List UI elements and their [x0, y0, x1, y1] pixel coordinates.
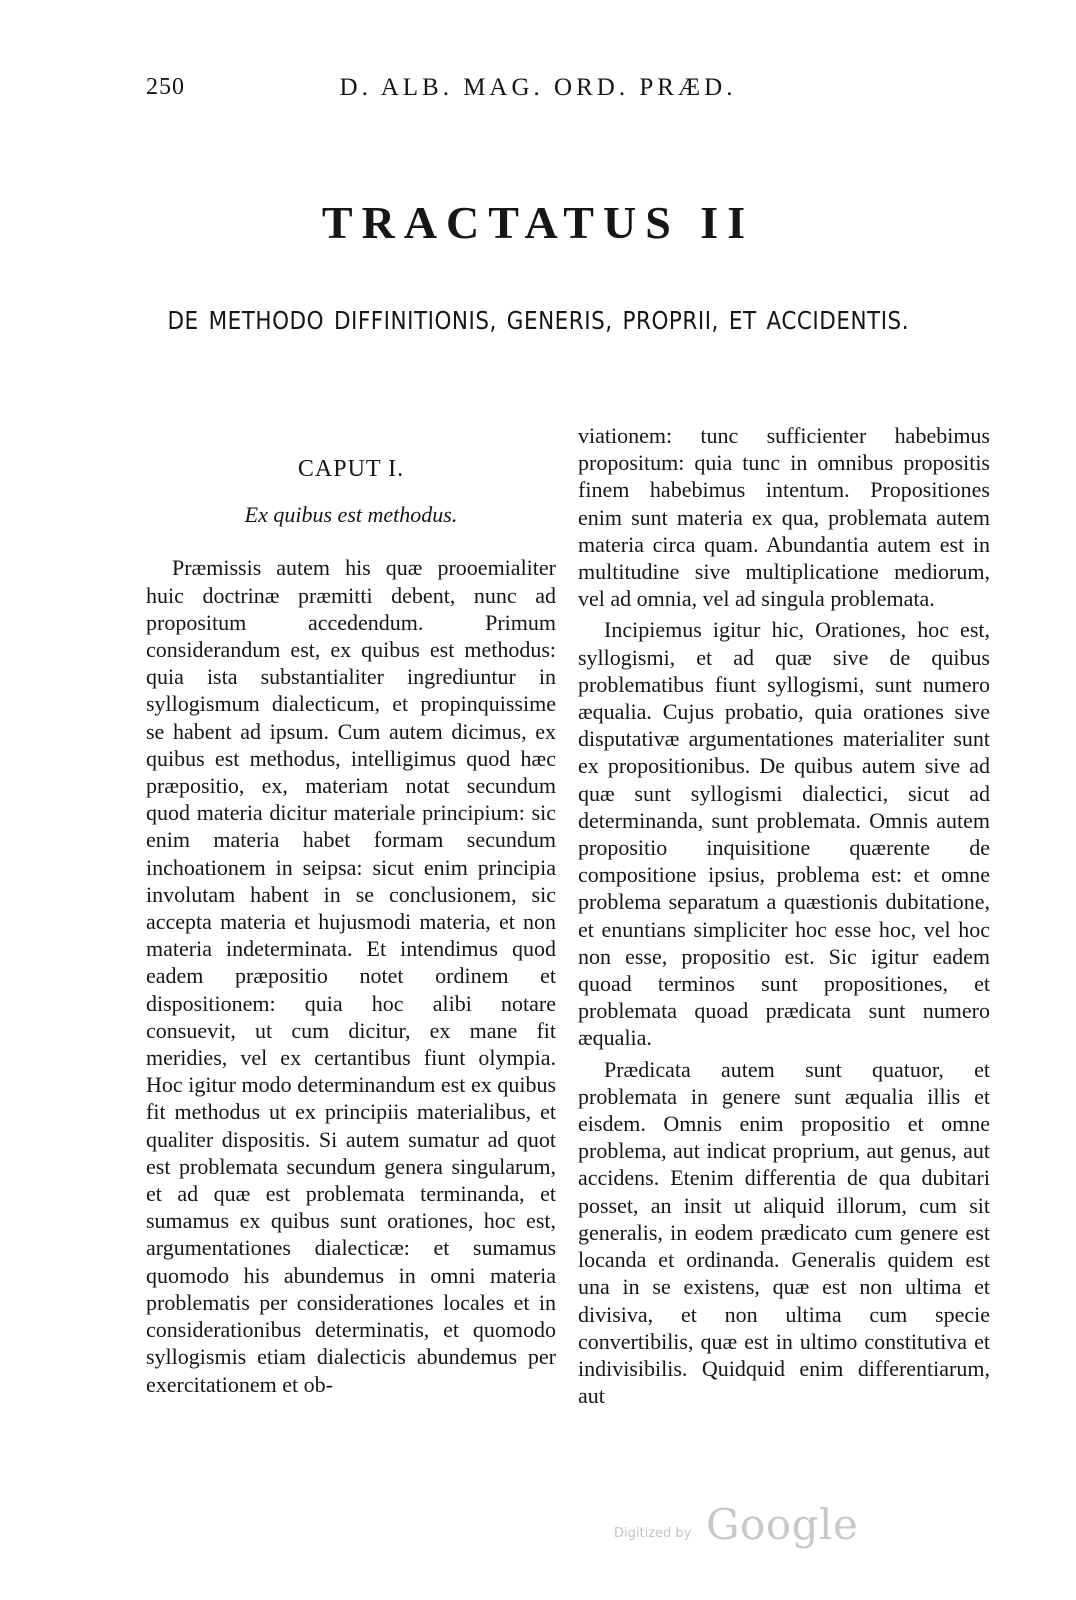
- page-number: 250: [146, 74, 185, 100]
- right-paragraph-3: Prædicata autem sunt quatuor, et problemata in genere sunt æqualia illis et eisdem. Omnis enim propositio et omne problema, aut indicat proprium, aut genus, aut accidens. Etenim differentia de qua dubitari posset, an insit ut aliquid illorum, cum sit generalis, in eodem prædicato cum genere est locanda et ordinanda. Generalis quidem est una in se existens, quæ est non ultima et divisiva, et non ultima cum specie convertibilis, quæ est in ultimo constitutiva et indivisibilis. Quidquid enim differentiarum, aut: [578, 1056, 990, 1409]
- right-paragraph-1: viationem: tunc sufficienter habebimus propositum: quia tunc in omnibus propositis finem habebimus intentum. Propositiones enim sunt materia ex qua, problemata autem materia circa quam. Abundantia autem est in multitudine sive multiplicatione mediorum, vel ad omnia, vel ad singula problemata.: [578, 423, 990, 612]
- google-logo: Google: [706, 1500, 859, 1549]
- right-column: [578, 422, 990, 1409]
- chapter-subheading: Ex quibus est methodus.: [244, 502, 458, 528]
- chapter-heading: CAPUT I.: [297, 456, 405, 482]
- running-title: D. ALB. MAG. ORD. PRÆD.: [339, 74, 737, 101]
- tractatus-subtitle: DE METHODO DIFFINITIONIS, GENERIS, PROPRII, ET ACCIDENTIS.: [167, 306, 910, 335]
- right-paragraph-2: Incipiemus igitur hic, Orationes, hoc est, syllogismi, et ad quæ sive de quibus problematibus fiunt syllogismi, sunt numero æqualia. Cujus probatio, quia orationes sive disputativæ argumentationes materialiter sunt ex propositionibus. De quibus autem sive ad quæ sunt syllogismi dialectici, sicut ad determinanda, sunt problemata. Omnis autem propositio inquisitione quærente de compositione ipsius, problema est: et omne problema separatum a quæstionis dubitatione, et enuntians simpliciter hoc esse hoc, vel hoc non esse, propositio est. Sic igitur eadem quoad terminos sunt propositiones, et problemata quoad prædicata sunt numero æqualia.: [578, 617, 990, 1051]
- left-paragraph-1: Præmissis autem his quæ prooemialiter huic doctrinæ præmitti debent, nunc ad propositum accedendum. Primum considerandum est, ex quibus est methodus: quia ista substantialiter ingrediuntur in syllogismum dialecticum, et propinquissime se habent ad ipsum. Cum autem dicimus, ex quibus est methodus, intelligimus quod hæc præpositio, ex, materiam notat secundum quod materia dicitur materiale principium: sic enim materia habet formam secundum inchoationem in seipsa: sicut enim principia involutam habent in se conclusionem, sic accepta materia et hujusmodi materia, et non materia indeterminata. Et intendimus quod eadem præpositio notet ordinem et dispositionem: quia hoc alibi notare consuevit, ut cum dicitur, ex mane fit meridies, vel ex certantibus fiunt olympia. Hoc igitur modo determinandum est ex quibus fit methodus ut ex principiis materialibus, et qualiter dispositis. Si autem sumatur ad quot est problemata secundum genera singularum, et ad quæ est problemata terminanda, et sumamus ex quibus sunt orationes, hoc est, argumentationes dialecticæ: et sumamus quomodo his abundemus in omni materia problematis per considerationes locales et in considerationibus determinatis, et quomodo syllogismis etiam dialecticis abundemus per exercitationem et ob-: [146, 555, 556, 1397]
- running-head: [0, 74, 1076, 114]
- tractatus-title: TRACTATUS II: [321, 197, 755, 248]
- digitized-by-label: Digitized by: [614, 1526, 692, 1541]
- digitized-watermark: [614, 1500, 859, 1560]
- left-column: [146, 444, 556, 1398]
